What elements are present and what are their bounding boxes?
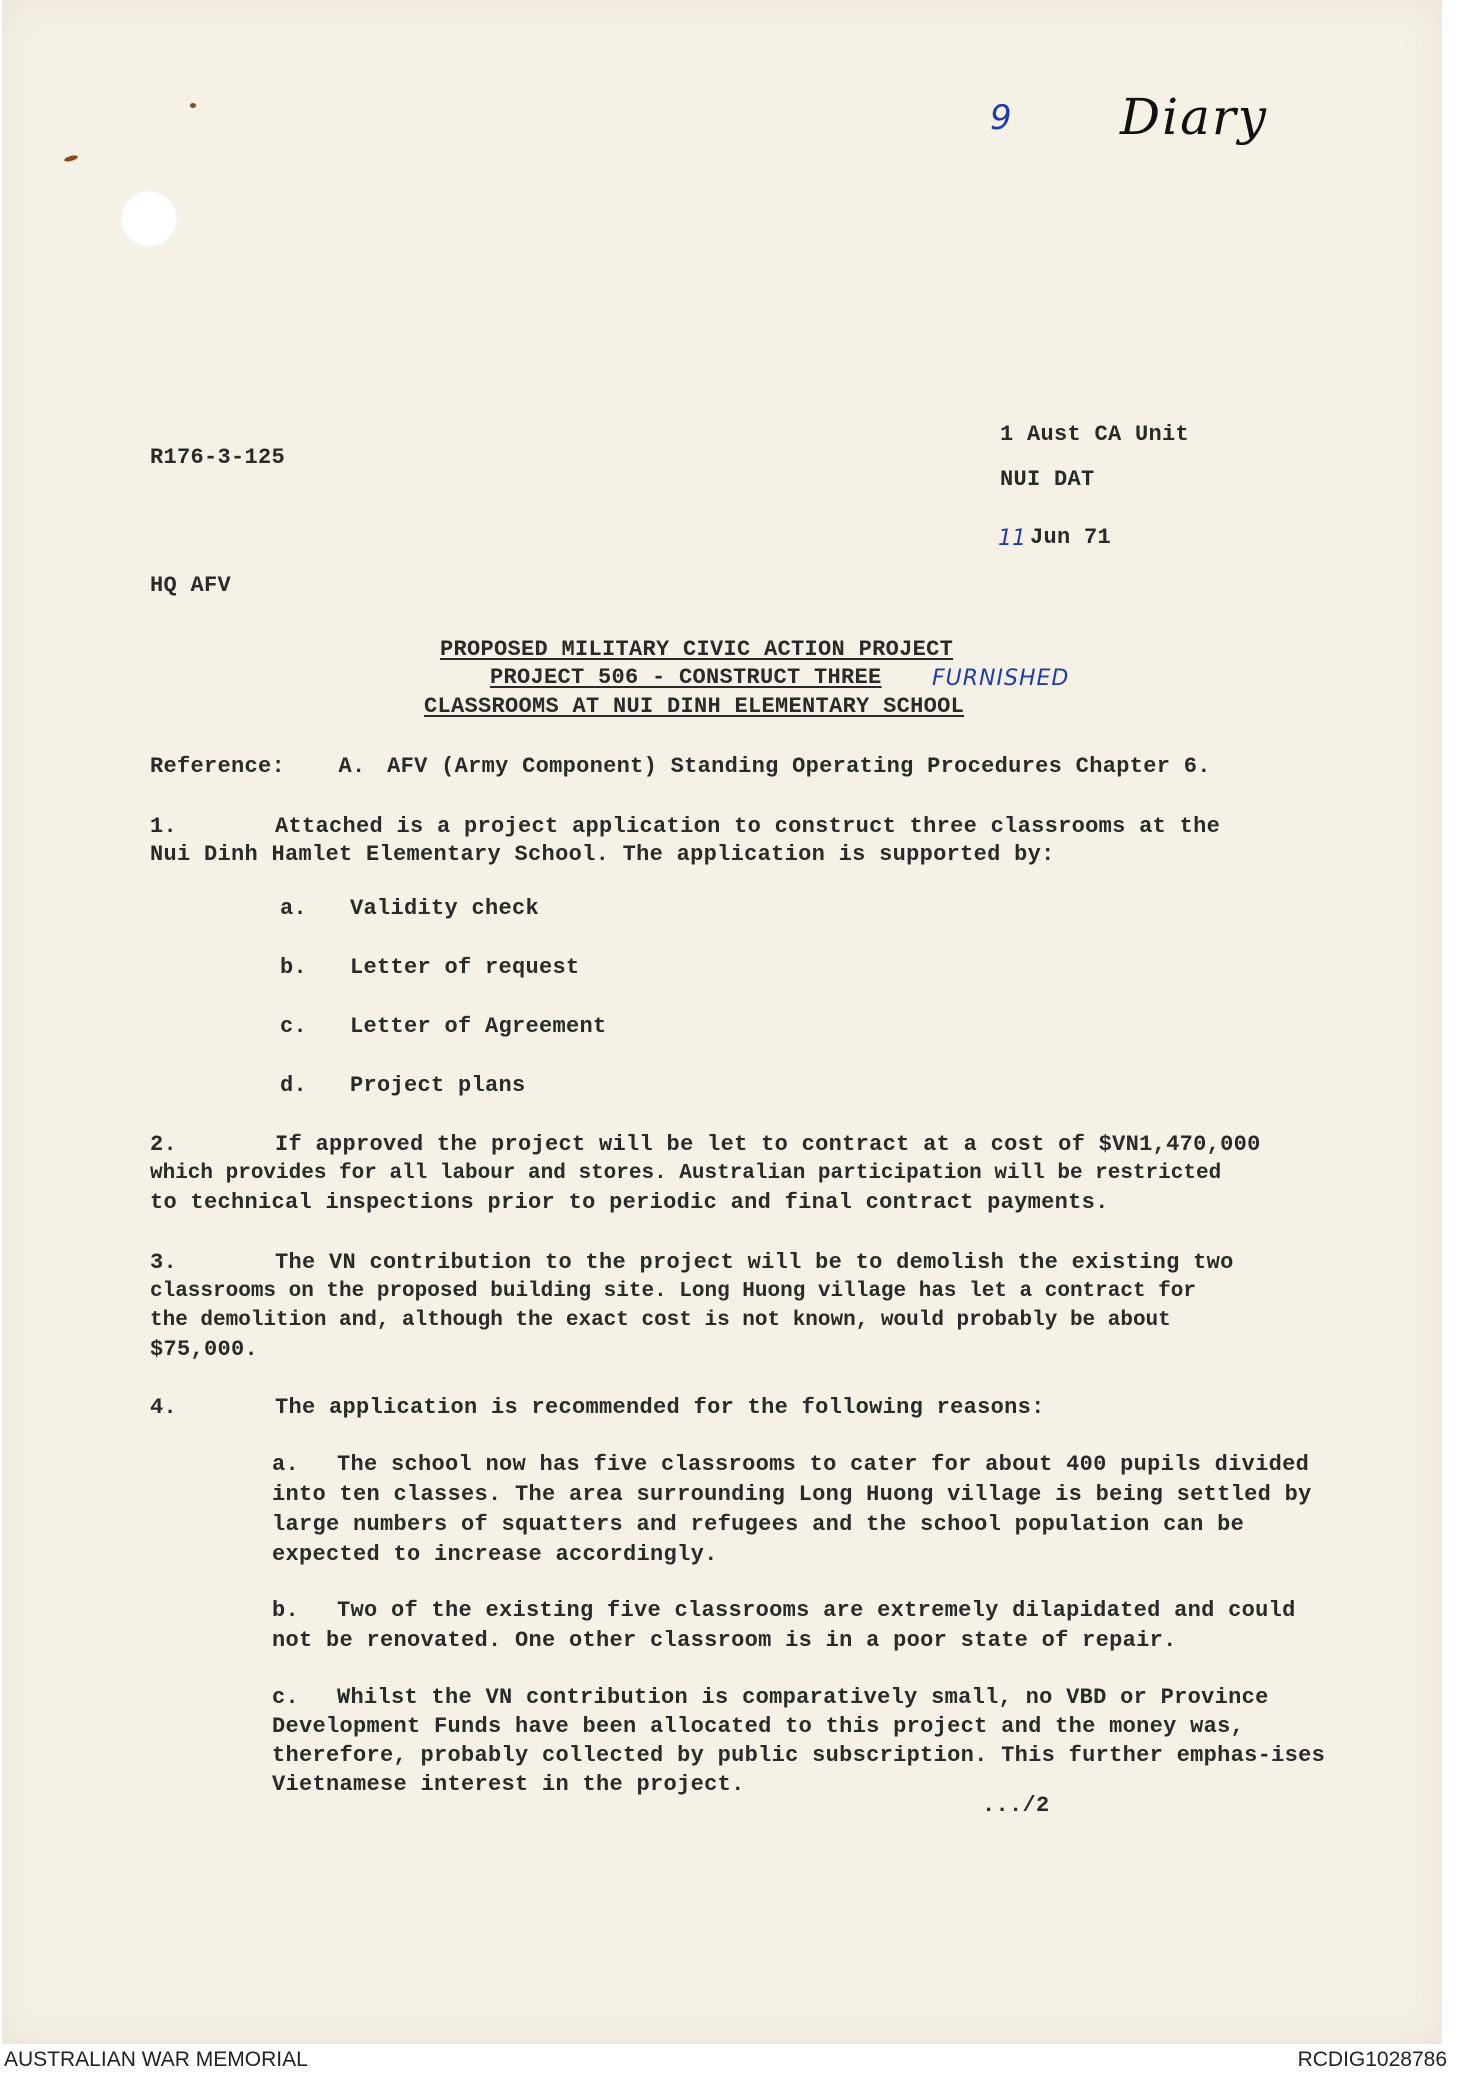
handwritten-furnished: FURNISHED <box>932 666 1070 691</box>
rust-mark <box>190 103 196 108</box>
list-item: c. Letter of Agreement <box>280 1014 607 1039</box>
letter-date: Jun 71 <box>1030 525 1112 550</box>
reference-label: Reference: <box>150 754 286 779</box>
paragraph-2-line-1: 2. If approved the project will be let to contract at a cost of $VN1,470,000 <box>150 1132 1261 1157</box>
paragraph-1-number: 1. <box>150 814 178 839</box>
paragraph-1-line-1: 1. Attached is a project application to construct three classrooms at the <box>150 814 1221 839</box>
paragraph-3-line-4: $75,000. <box>150 1337 259 1362</box>
title-line-1: PROPOSED MILITARY CIVIC ACTION PROJECT <box>440 637 954 662</box>
paragraph-3-number: 3. <box>150 1250 178 1275</box>
reason-b-label: b. <box>272 1598 300 1623</box>
reason-a-text: The school now has five classrooms to cater for about 400 pupils divided into ten classes. The area surrounding Long Huong village is being settled by large numbers of squatters and refugees and the school population can be expected to increase accordingly. <box>272 1452 1312 1567</box>
reference-line <box>150 752 1211 781</box>
title-line-2: PROJECT 506 - CONSTRUCT THREE <box>490 665 882 690</box>
paragraph-3-line-2: classrooms on the proposed building site. Long Huong village has let a contract for <box>150 1280 1196 1303</box>
sender-location: NUI DAT <box>1000 467 1095 492</box>
addressee: HQ AFV <box>150 573 232 598</box>
reason-c-text: Whilst the VN contribution is comparatively small, no VBD or Province Development Funds have been allocated to this project and the money was, therefore, probably collected by public subscription. This further emphas-ises Vietnamese interest in the project. <box>272 1685 1326 1797</box>
handwritten-date-mark: 11 <box>998 526 1026 551</box>
paragraph-2-line-2: which provides for all labour and stores. Australian participation will be restricted <box>150 1162 1222 1185</box>
paragraph-1-line-2: Nui Dinh Hamlet Elementary School. The application is supported by: <box>150 842 1055 867</box>
paragraph-4-intro-line: 4. The application is recommended for the following reasons: <box>150 1395 1045 1420</box>
rust-mark <box>64 154 79 162</box>
reason-b-text: Two of the existing five classrooms are extremely dilapidated and could not be renovated. One other classroom is in a poor state of repair. <box>272 1598 1296 1653</box>
handwritten-number: 9 <box>990 98 1012 138</box>
handwritten-diary: Diary <box>1120 88 1269 146</box>
continuation-marker: .../2 <box>982 1793 1050 1818</box>
list-item: b. Letter of request <box>280 955 580 980</box>
reason-c-label: c. <box>272 1685 300 1710</box>
document-page <box>2 0 1442 2044</box>
file-reference: R176-3-125 <box>150 445 286 470</box>
punch-hole <box>120 190 178 248</box>
list-item: a. Validity check <box>280 896 540 921</box>
reason-a-label: a. <box>272 1452 300 1477</box>
title-line-3: CLASSROOMS AT NUI DINH ELEMENTARY SCHOOL <box>424 694 965 719</box>
footer-source: AUSTRALIAN WAR MEMORIAL <box>4 2048 308 2071</box>
paragraph-2-line-3: to technical inspections prior to periodic and final contract payments. <box>150 1190 1109 1215</box>
list-item: d. Project plans <box>280 1073 526 1098</box>
paragraph-2-number: 2. <box>150 1132 178 1157</box>
reference-text: AFV (Army Component) Standing Operating Procedures Chapter 6. <box>387 754 1211 779</box>
footer-id: RCDIG1028786 <box>1297 2048 1447 2071</box>
sender-unit: 1 Aust CA Unit <box>1000 422 1190 447</box>
paragraph-4-number: 4. <box>150 1395 178 1420</box>
reference-letter: A. <box>338 754 366 779</box>
paragraph-3-line-3: the demolition and, although the exact cost is not known, would probably be about <box>150 1309 1171 1332</box>
paragraph-3-line-1: 3. The VN contribution to the project will be to demolish the existing two <box>150 1250 1234 1275</box>
